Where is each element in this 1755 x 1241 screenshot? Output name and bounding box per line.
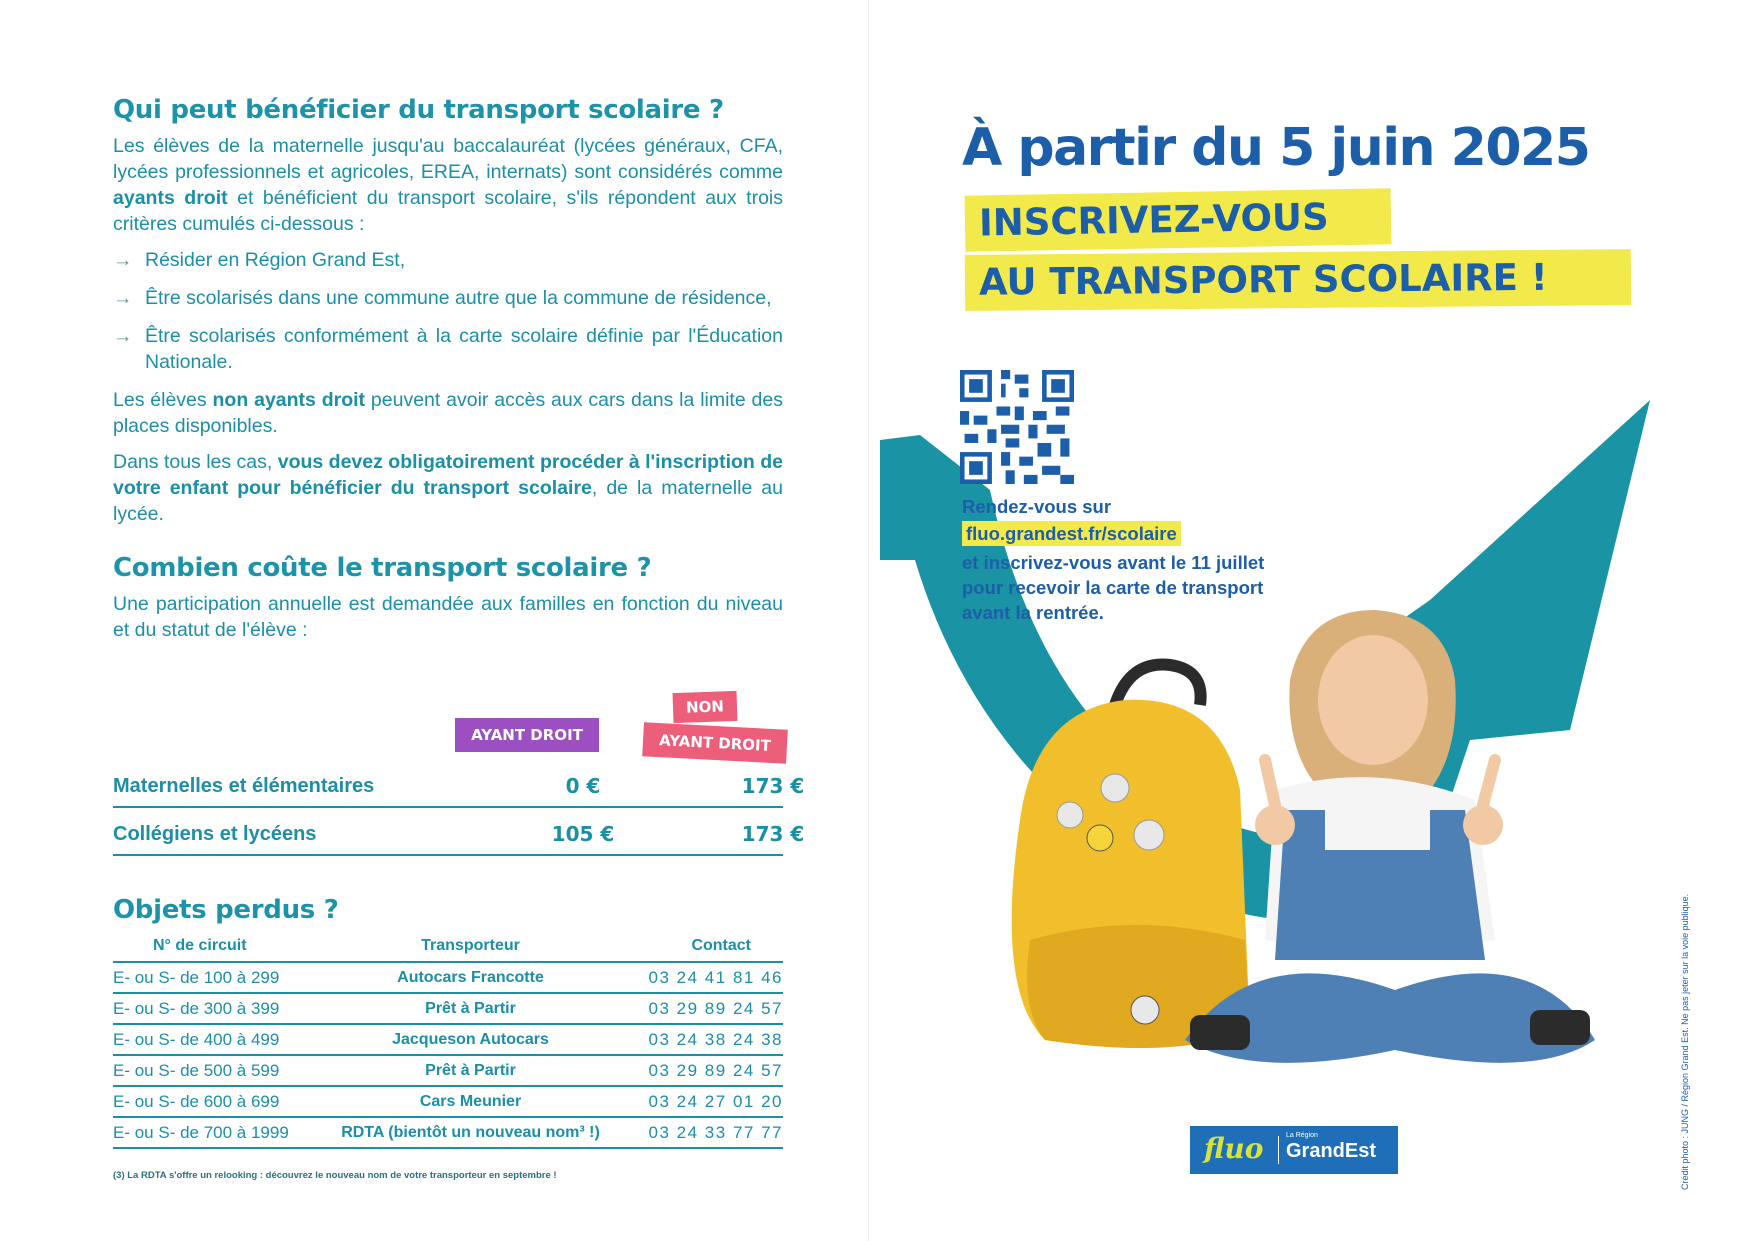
footnote: (3) La RDTA s'offre un relooking : découvrez le nouveau nom de votre transporteur en septembre ! xyxy=(113,1170,557,1181)
left-page xyxy=(113,95,783,643)
criteria-list xyxy=(113,247,783,375)
qr-code-icon[interactable] xyxy=(960,370,1074,484)
headline-inscrivez: INSCRIVEZ-VOUS xyxy=(965,188,1392,251)
table-row: E- ou S- de 600 à 699 Cars Meunier 03 24 27 01 20 xyxy=(113,1086,783,1117)
section-title-objets: Objets perdus ? xyxy=(113,895,339,925)
badge-non-ayant-droit: AYANT DROIT xyxy=(642,722,788,763)
col-header-circuit: N° de circuit xyxy=(113,933,338,962)
col-header-transporteur: Transporteur xyxy=(338,933,603,962)
arrow-right-icon: → xyxy=(113,325,133,347)
criteria-item: → Résider en Région Grand Est, xyxy=(113,249,406,271)
cost-row: Collégiens et lycéens 105 € 173 € xyxy=(113,808,783,856)
headline-transport: AU TRANSPORT SCOLAIRE ! xyxy=(965,249,1631,311)
table-row: E- ou S- de 400 à 499 Jacqueson Autocars 03 24 38 24 38 xyxy=(113,1024,783,1055)
arrow-right-icon: → xyxy=(113,287,133,309)
table-row: E- ou S- de 300 à 399 Prêt à Partir 03 29 89 24 57 xyxy=(113,993,783,1024)
table-row: E- ou S- de 500 à 599 Prêt à Partir 03 29 89 24 57 xyxy=(113,1055,783,1086)
criteria-item: → Être scolarisés conformément à la carte scolaire définie par l'Éducation Nationale. xyxy=(113,325,783,373)
non-ayants-paragraph: Les élèves non ayants droit peuvent avoir accès aux cars dans la limite des places disponibles. xyxy=(113,389,783,437)
registration-link[interactable]: fluo.grandest.fr/scolaire xyxy=(962,521,1181,546)
cost-row: Maternelles et élémentaires 0 € 173 € xyxy=(113,760,783,808)
page-fold xyxy=(868,0,869,1241)
intro-paragraph: Les élèves de la maternelle jusqu'au baccalauréat (lycées généraux, CFA, lycées professionnels et agricoles, EREA, internats) sont considérés comme ayants droit et bénéficient du transport scolaire, s'ils répondent aux trois critères cumulés ci-dessous : xyxy=(113,135,784,235)
section-title-qui: Qui peut bénéficier du transport scolaire ? xyxy=(113,95,724,125)
lost-objects-table xyxy=(113,933,783,1149)
inscription-paragraph: Dans tous les cas, vous devez obligatoirement procéder à l'inscription de votre enfant pour bénéficier du transport scolaire, de la maternelle au lycée. xyxy=(113,451,783,525)
table-row: E- ou S- de 700 à 1999 RDTA (bientôt un nouveau nom³ !) 03 24 33 77 77 xyxy=(113,1117,783,1148)
badge-non: NON xyxy=(672,691,737,723)
fluo-grandest-logo: fluo La Région GrandEst xyxy=(1190,1126,1398,1174)
photo-credit: Crédit photo : JUNG / Région Grand Est. Ne pas jeter sur la voie publique. xyxy=(1680,893,1690,1190)
section-title-cout: Combien coûte le transport scolaire ? xyxy=(113,553,652,583)
arrow-right-icon: → xyxy=(113,249,133,271)
date-title: À partir du 5 juin 2025 xyxy=(962,118,1590,178)
badge-ayant-droit: AYANT DROIT xyxy=(455,718,599,752)
cost-intro: Une participation annuelle est demandée aux familles en fonction du niveau et du statut de l'élève : xyxy=(113,593,783,641)
lost-objects-section xyxy=(113,895,783,1149)
table-row: E- ou S- de 100 à 299 Autocars Francotte 03 24 41 81 46 xyxy=(113,962,783,993)
registration-info: Rendez-vous sur fluo.grandest.fr/scolaire et inscrivez-vous avant le 11 juillet pour recevoir la carte de transport avant la rentrée. xyxy=(962,496,1265,623)
criteria-item: → Être scolarisés dans une commune autre que la commune de résidence, xyxy=(113,287,772,309)
child-with-backpack-illustration xyxy=(975,610,1625,1090)
col-header-contact: Contact xyxy=(603,933,783,962)
